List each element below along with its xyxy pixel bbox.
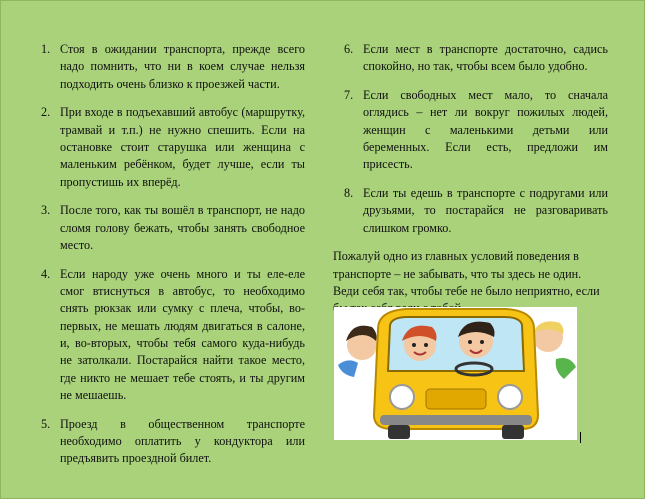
list-item: [344, 87, 608, 173]
item-text: Если народу уже очень много и ты еле-еле смог втиснуться в автобус, то необходимо снять рюкзак или сумку с плеча, чтобы, во-первых, не мешать людям двигаться в салоне, и, во-вторых, чтобы тебя самого куда-нибудь не затолкали. Постарайся найти такое место, где никто не мешает тебе стоять, и ты другим не мешаешь.: [60, 266, 305, 402]
closing-paragraph: Пожалуй одно из главных условий поведения в транспорте – не забывать, что ты здесь не один. Веди себя так, чтобы тебе не было неприятно, если: [333, 249, 600, 299]
school-bus-illustration: [334, 307, 577, 440]
list-item: [41, 104, 305, 190]
item-number: 4.: [41, 266, 51, 281]
item-text: Если свободных мест мало, то сначала оглядись – нет ли вокруг пожилых людей, женщин с маленькими детьми или беременных. Если есть, предложи им присесть.: [363, 88, 608, 172]
list-item: [344, 41, 608, 76]
item-number: 6.: [344, 42, 354, 56]
rules-list-right: [333, 41, 608, 237]
list-item: [344, 185, 608, 237]
right-column: [333, 41, 608, 318]
left-column: [41, 41, 305, 479]
item-text: После того, как ты вошёл в транспорт, не надо сломя голову бежать, чтобы занять свободное место.: [60, 203, 305, 252]
item-number: 8.: [344, 186, 354, 201]
list-item: [41, 416, 305, 468]
item-number: 5.: [41, 416, 51, 431]
rules-list-left: [41, 41, 305, 468]
bus-clipart-icon: [334, 307, 577, 440]
item-number: 7.: [344, 88, 354, 103]
item-text: При входе в подъехавший автобус (маршрутку, трамвай и т.п.) не нужно спешить. Если на остановке стоит старушка или женщина с маленьким ребёнком, будет лучше, если ты пропустишь их вперёд.: [60, 105, 305, 189]
item-text: Если мест в транспорте достаточно, садись спокойно, но так, чтобы всем было удобно.: [363, 42, 608, 74]
item-number: 2.: [41, 105, 51, 120]
item-text: Стоя в ожидании транспорта, прежде всего надо помнить, что ни в коем случае нельзя подходить очень близко к проезжей части.: [60, 42, 305, 91]
list-item: [41, 202, 305, 254]
item-text: Если ты едешь в транспорте с подругами или друзьями, то постарайся не разговаривать слишком громко.: [363, 186, 608, 235]
text-cursor: [580, 432, 581, 443]
list-item: [41, 41, 305, 93]
item-number: 3.: [41, 203, 51, 218]
list-item: [41, 266, 305, 404]
item-text: Проезд в общественном транспорте необходимо оплатить у кондуктора или предъявить проездной билет.: [60, 416, 305, 466]
item-number: 1.: [41, 42, 51, 56]
